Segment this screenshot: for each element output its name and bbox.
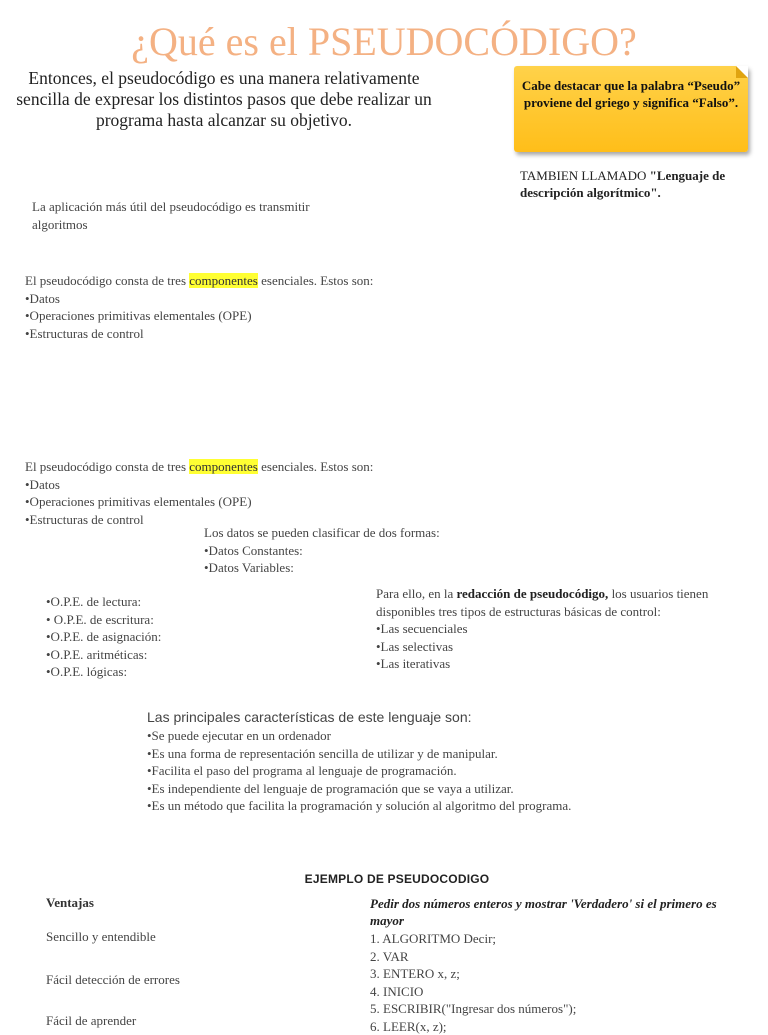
- example-task: Pedir dos números enteros y mostrar 'Verdadero' si el primero es mayor: [370, 895, 750, 929]
- features-list: [147, 727, 647, 815]
- list-item: •Operaciones primitivas elementales (OPE): [25, 307, 400, 325]
- list-item: •Se puede ejecutar en un ordenador: [147, 727, 647, 745]
- example-code: [370, 930, 576, 1035]
- advantage-item: Sencillo y entendible: [46, 929, 156, 945]
- list-item: •Las secuenciales: [376, 620, 754, 638]
- list-item: • O.P.E. de escritura:: [46, 611, 266, 629]
- usage-paragraph: La aplicación más útil del pseudocódigo es transmitir algoritmos: [32, 198, 362, 233]
- components-block-1: [25, 272, 400, 342]
- alias-term: "Lenguaje de descripción algorítmico".: [520, 168, 725, 200]
- list-item: •Es independiente del lenguaje de programación que se vaya a utilizar.: [147, 780, 647, 798]
- data-types-list: [204, 542, 504, 577]
- code-line: 4. INICIO: [370, 983, 576, 1001]
- code-line: 2. VAR: [370, 948, 576, 966]
- alias-prefix: TAMBIEN LLAMADO: [520, 168, 650, 183]
- example-heading: EJEMPLO DE PSEUDOCODIGO: [0, 872, 768, 886]
- features-heading: Las principales características de este lenguaje son:: [147, 707, 647, 727]
- list-item: •Datos: [25, 476, 445, 494]
- list-item: •Es un método que facilita la programación y solución al algoritmo del programa.: [147, 797, 647, 815]
- code-line: 5. ESCRIBIR("Ingresar dos números");: [370, 1000, 576, 1018]
- list-item: •Es una forma de representación sencilla de utilizar y de manipular.: [147, 745, 647, 763]
- list-item: •Datos: [25, 290, 400, 308]
- list-item: •O.P.E. de lectura:: [46, 593, 266, 611]
- list-item: •Facilita el paso del programa al lenguaje de programación.: [147, 762, 647, 780]
- components-intro-1: El pseudocódigo consta de tres componentes esenciales. Estos son:: [25, 272, 400, 290]
- advantage-item: Fácil detección de errores: [46, 972, 180, 988]
- list-item: •Las selectivas: [376, 638, 754, 656]
- components-list-1: [25, 290, 400, 343]
- advantages-title: Ventajas: [46, 895, 94, 911]
- control-structures-block: [376, 585, 754, 673]
- advantage-item: Fácil de aprender: [46, 1013, 136, 1029]
- note-fold-corner: [736, 66, 748, 78]
- intro-paragraph: Entonces, el pseudocódigo es una manera relativamente sencilla de expresar los distintos pasos que debe realizar un programa hasta alcanzar su objetivo.: [14, 68, 434, 131]
- list-item: •O.P.E. aritméticas:: [46, 646, 266, 664]
- components-block-2: [25, 458, 445, 528]
- data-types-block: [204, 524, 504, 577]
- components-list-2: [25, 476, 445, 529]
- list-item: •Estructuras de control: [25, 511, 445, 529]
- code-line: 6. LEER(x, z);: [370, 1018, 576, 1035]
- components-intro-2: El pseudocódigo consta de tres componentes esenciales. Estos son:: [25, 458, 445, 476]
- list-item: •Estructuras de control: [25, 325, 400, 343]
- features-block: [147, 707, 647, 815]
- code-line: 3. ENTERO x, z;: [370, 965, 576, 983]
- highlight-word: componentes: [189, 459, 258, 474]
- list-item: •O.P.E. lógicas:: [46, 663, 266, 681]
- control-intro: Para ello, en la redacción de pseudocódigo, los usuarios tienen disponibles tres tipos de estructuras básicas de control:: [376, 585, 754, 620]
- code-line: 1. ALGORITMO Decir;: [370, 930, 576, 948]
- list-item: •O.P.E. de asignación:: [46, 628, 266, 646]
- alias-text: [520, 167, 764, 201]
- list-item: •Datos Variables:: [204, 559, 504, 577]
- list-item: •Datos Constantes:: [204, 542, 504, 560]
- data-types-intro: Los datos se pueden clasificar de dos formas:: [204, 524, 504, 542]
- highlight-word: componentes: [189, 273, 258, 288]
- list-item: •Las iterativas: [376, 655, 754, 673]
- list-item: •Operaciones primitivas elementales (OPE): [25, 493, 445, 511]
- page-title: ¿Qué es el PSEUDOCÓDIGO?: [0, 20, 768, 64]
- note-callout: Cabe destacar que la palabra “Pseudo” proviene del griego y significa “Falso”.: [514, 66, 748, 152]
- control-list: [376, 620, 754, 673]
- ope-list: [46, 593, 266, 681]
